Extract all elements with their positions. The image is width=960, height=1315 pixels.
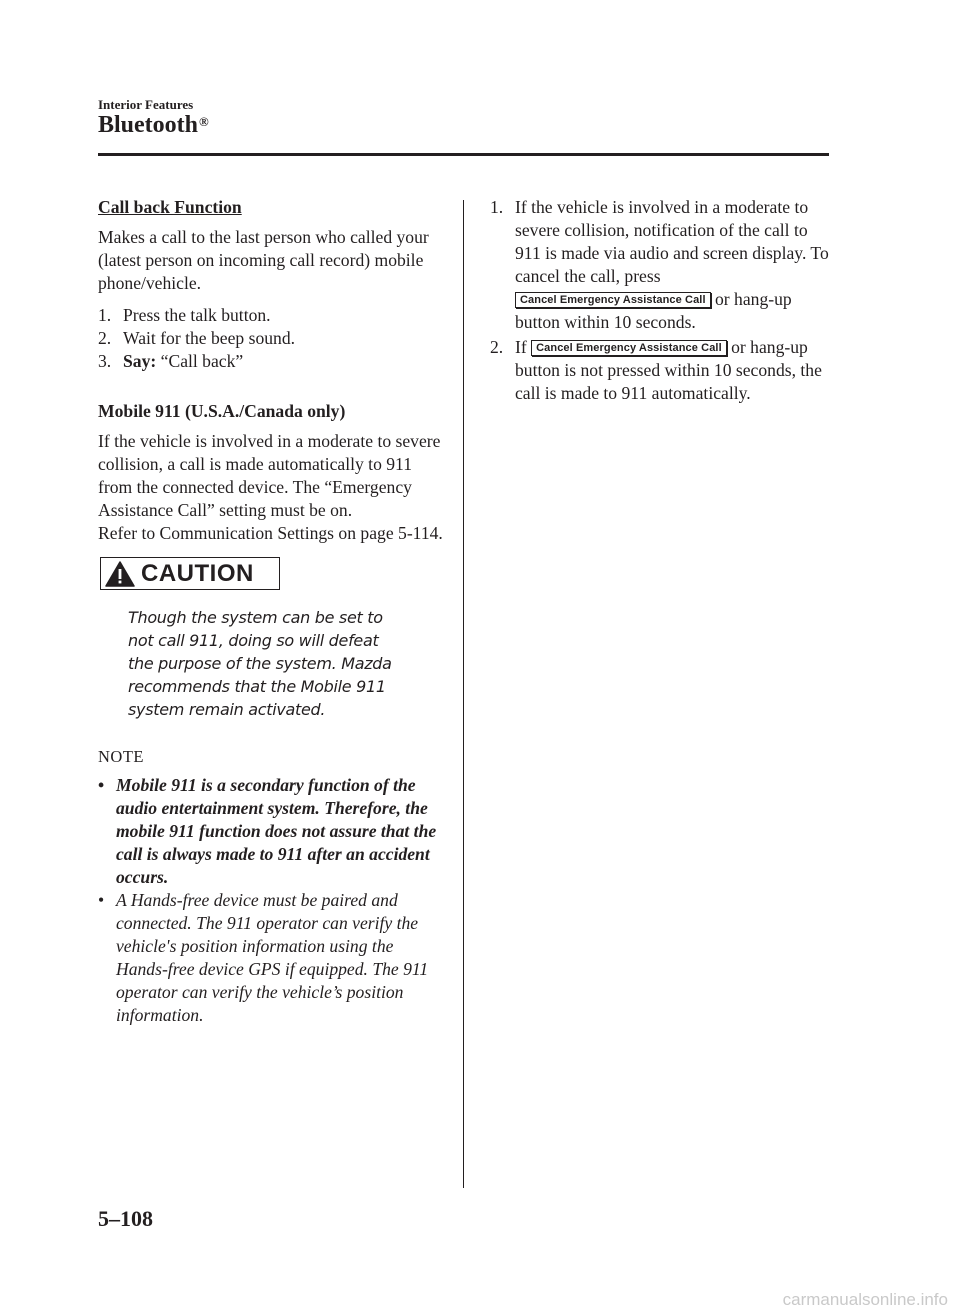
bullet: • [98, 890, 105, 910]
right-column [490, 196, 835, 407]
note-text: Mobile 911 is a secondary function of the audio entertainment system. Therefore, the mobile 911 function does not assure that the call is always made to 911 after an accident occurs. [116, 775, 437, 887]
mobile-911-heading: Mobile 911 (U.S.A./Canada only) [98, 401, 346, 421]
notes-list [98, 774, 443, 1027]
step-text: Press the talk button. [123, 305, 271, 325]
step-number: 1. [490, 197, 504, 217]
note-item [98, 889, 443, 1027]
step-number: 3. [98, 351, 112, 371]
step-item [98, 304, 443, 327]
watermark: carmanualsonline.info [782, 1290, 948, 1309]
mobile-911-description: If the vehicle is involved in a moderate to severe collision, a call is made automatically to 911 from the connected device. The “Emergency Assistance Call” setting must be on. [98, 431, 441, 520]
column-divider [463, 200, 464, 1188]
step-text: Wait for the beep sound. [123, 328, 296, 348]
caution-text: Though the system can be set to not call 911, doing so will defeat the purpose of the system. Mazda recommends that the Mobile 911 system remain activated. [128, 608, 392, 719]
step-item [98, 327, 443, 350]
note-item [98, 774, 443, 889]
registered-mark: ® [199, 114, 209, 129]
page-number: 5–108 [98, 1206, 153, 1231]
step-text: If the vehicle is involved in a moderate to severe collision, notification of the call to 911 is made via audio and screen display. To cancel the call, press Cancel Emergency Assistance Call or hang-up button within 10 seconds. [515, 197, 829, 332]
say-label: Say: [123, 351, 157, 371]
step-number: 2. [490, 337, 504, 357]
cancel-emergency-call-button[interactable]: Cancel Emergency Assistance Call [531, 340, 727, 356]
chapter-title [98, 112, 209, 139]
step-item [490, 336, 835, 405]
callback-steps [98, 304, 443, 373]
note-text: A Hands-free device must be paired and connected. The 911 operator can verify the vehicle's position information using the Hands-free device GPS if equipped. The 911 operator can verify the vehicle’s position information. [116, 890, 429, 1025]
step-text: “Call back” [156, 351, 244, 371]
bullet: • [98, 775, 105, 795]
caution-box [100, 557, 280, 590]
note-label: NOTE [98, 747, 144, 766]
emergency-steps [490, 196, 835, 405]
left-column [98, 196, 443, 1027]
chapter-title-text: Bluetooth [98, 112, 199, 138]
step-number: 2. [98, 328, 112, 348]
mobile-911-reference: Refer to Communication Settings on page 5-114. [98, 523, 443, 543]
warning-triangle-icon [105, 561, 135, 587]
callback-heading: Call back Function [98, 197, 242, 217]
step-number: 1. [98, 305, 112, 325]
caution-label: CAUTION [141, 560, 254, 587]
step-item [98, 350, 443, 373]
section-label: Interior Features [98, 97, 194, 112]
callback-description: Makes a call to the last person who called your (latest person on incoming call record) mobile phone/vehicle. [98, 227, 429, 293]
step-text: If Cancel Emergency Assistance Call or hang-up button is not pressed within 10 seconds, the call is made to 911 automatically. [515, 337, 822, 403]
step-item [490, 196, 835, 334]
header-rule [98, 153, 829, 156]
cancel-emergency-call-button[interactable]: Cancel Emergency Assistance Call [515, 292, 711, 308]
